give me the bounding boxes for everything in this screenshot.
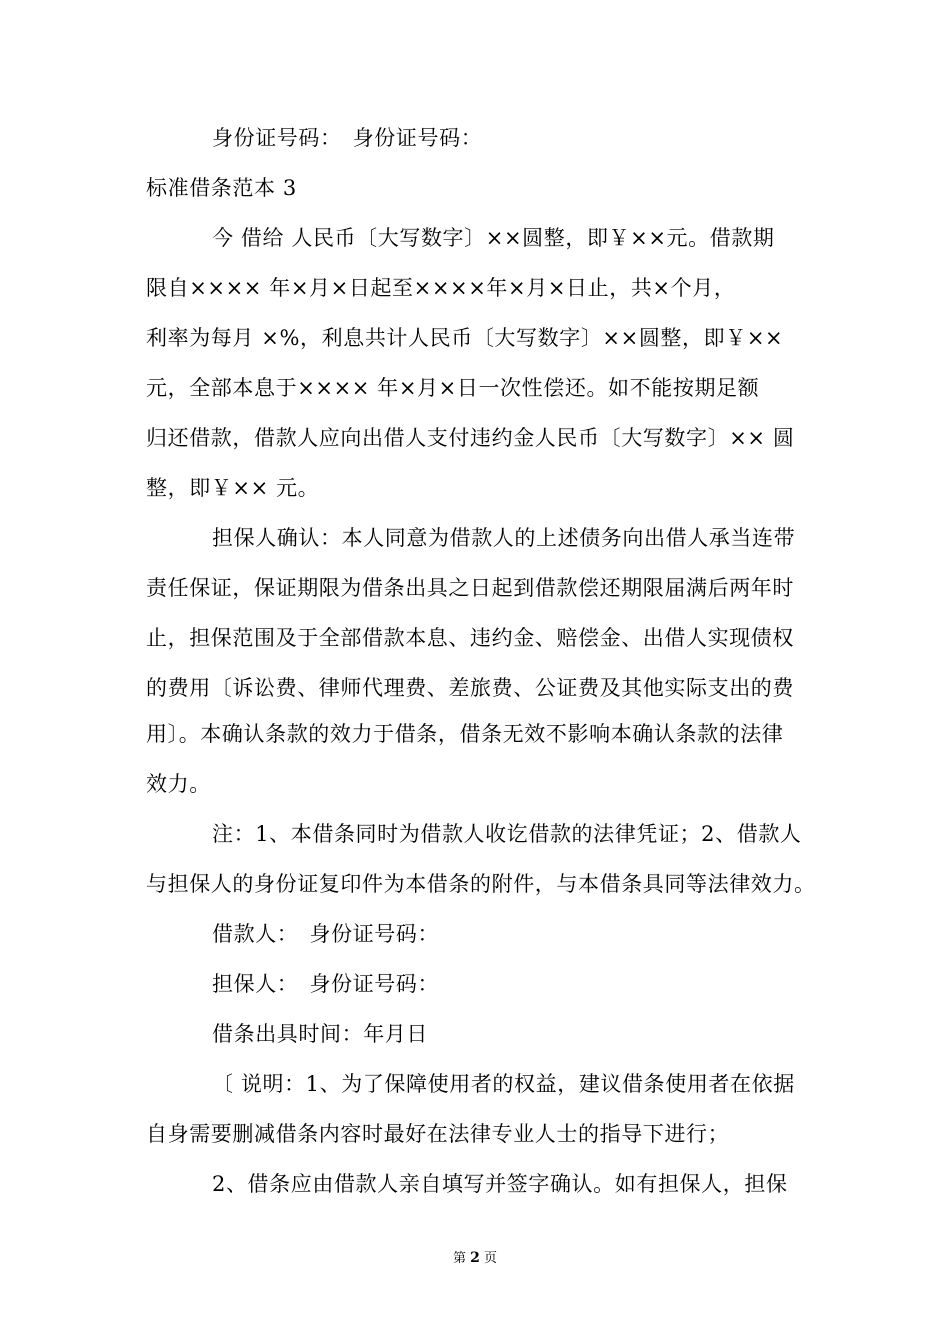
page-footer-prefix: 第: [452, 1251, 466, 1266]
text-line: 整，即￥×× 元。: [146, 476, 320, 500]
text-line: 借条出具时间：年月日: [212, 1022, 428, 1046]
text-line: 用〕。本确认条款的效力于借条，借条无效不影响本确认条款的法律: [146, 722, 784, 746]
text-line: 担保人： 身份证号码：: [212, 972, 440, 996]
text-line: 与担保人的身份证复印件为本借条的附件，与本借条具同等法律效力。: [146, 872, 816, 896]
section-heading: 标准借条范本 3: [146, 176, 297, 200]
text-line: 2、借条应由借款人亲自填写并签字确认。如有担保人，担保: [212, 1172, 788, 1196]
text-line: 自身需要删减借条内容时最好在法律专业人士的指导下进行；: [146, 1122, 730, 1146]
text-line: 注：1、本借条同时为借款人收讫借款的法律凭证；2、借款人: [212, 822, 802, 846]
text-line: 限自×××× 年×月×日起至××××年×月×日止，共×个月，: [146, 276, 736, 300]
page-number: 2: [470, 1250, 480, 1266]
page-footer-suffix: 页: [484, 1251, 498, 1266]
text-line: 担保人确认：本人同意为借款人的上述债务向出借人承当连带: [212, 526, 796, 550]
text-line: 元，全部本息于×××× 年×月×日一次性偿还。如不能按期足额: [146, 376, 760, 400]
text-line: 借款人： 身份证号码：: [212, 922, 440, 946]
text-line: 身份证号码： 身份证号码：: [212, 126, 483, 150]
text-line: 的费用〔诉讼费、律师代理费、差旅费、公证费及其他实际支出的费: [146, 676, 794, 700]
text-line: 责任保证，保证期限为借条出具之日起到借款偿还期限届满后两年时: [146, 576, 794, 600]
text-line: 归还借款，借款人应向出借人支付违约金人民币〔大写数字〕×× 圆: [146, 426, 795, 450]
text-line: 利率为每月 ×%，利息共计人民币〔大写数字〕××圆整，即￥××: [146, 326, 784, 350]
text-line: 今 借给 人民币〔大写数字〕××圆整，即￥××元。借款期: [212, 226, 775, 250]
text-line: 效力。: [146, 772, 211, 796]
text-line: 止，担保范围及于全部借款本息、违约金、赔偿金、出借人实现债权: [146, 626, 794, 650]
text-line: 〔 说明：1、为了保障使用者的权益，建议借条使用者在依据: [212, 1072, 795, 1096]
page-footer: [0, 1250, 950, 1267]
